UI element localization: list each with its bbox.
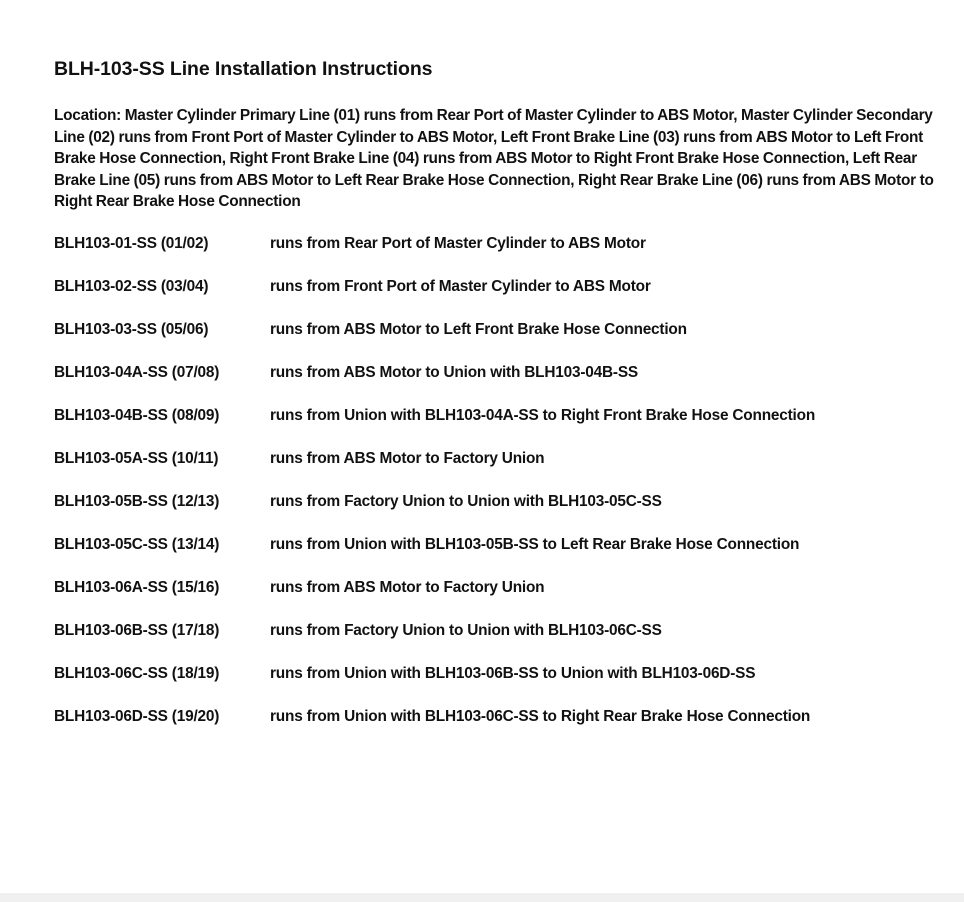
part-number: BLH103-06C-SS (18/19) (54, 665, 220, 682)
part-number: BLH103-05A-SS (10/11) (54, 450, 219, 467)
line-route: runs from Factory Union to Union with BLH103-05C-SS (270, 493, 662, 510)
line-route: runs from ABS Motor to Factory Union (270, 579, 545, 596)
brake-line-row (54, 620, 934, 663)
document-title: BLH-103-SS Line Installation Instructions (54, 58, 433, 80)
line-route: runs from Union with BLH103-05B-SS to Left Rear Brake Hose Connection (270, 536, 800, 553)
line-route: runs from ABS Motor to Left Front Brake Hose Connection (270, 321, 687, 338)
line-route: runs from Union with BLH103-06C-SS to Right Rear Brake Hose Connection (270, 708, 811, 725)
line-route: runs from ABS Motor to Factory Union (270, 450, 545, 467)
part-number: BLH103-03-SS (05/06) (54, 321, 209, 338)
line-route: runs from Rear Port of Master Cylinder to ABS Motor (270, 235, 646, 252)
brake-line-row (54, 448, 934, 491)
line-route: runs from Union with BLH103-06B-SS to Union with BLH103-06D-SS (270, 665, 756, 682)
brake-line-row (54, 577, 934, 620)
brake-line-row (54, 534, 934, 577)
part-number: BLH103-06D-SS (19/20) (54, 708, 220, 725)
part-number: BLH103-05B-SS (12/13) (54, 493, 220, 510)
location-paragraph: Location: Master Cylinder Primary Line (01) runs from Rear Port of Master Cylinder to ABS Motor, Master Cylinder Secondary Line (02) runs from Front Port of Master Cylinder to ABS Motor, Left Front Brake Line (03) runs from ABS Motor to Left Front Brake Hose Connection, Right Front Brake Line (04) runs from ABS Motor to Right Front Brake Hose Connection, Left Rear Brake Line (05) runs from ABS Motor to Left Rear Brake Hose Connection, Right Rear Brake Line (06) runs from ABS Motor to Right Rear Brake Hose Connection (54, 107, 934, 210)
brake-line-row (54, 663, 934, 706)
line-route: runs from Factory Union to Union with BLH103-06C-SS (270, 622, 662, 639)
brake-line-list (54, 233, 934, 749)
brake-line-row (54, 706, 934, 749)
brake-line-row (54, 276, 934, 319)
part-number: BLH103-05C-SS (13/14) (54, 536, 220, 553)
part-number: BLH103-06B-SS (17/18) (54, 622, 220, 639)
line-route: runs from Front Port of Master Cylinder to ABS Motor (270, 278, 651, 295)
part-number: BLH103-04B-SS (08/09) (54, 407, 220, 424)
footer-bar (0, 893, 964, 902)
brake-line-row (54, 319, 934, 362)
part-number: BLH103-02-SS (03/04) (54, 278, 209, 295)
line-route: runs from Union with BLH103-04A-SS to Right Front Brake Hose Connection (270, 407, 816, 424)
brake-line-row (54, 491, 934, 534)
brake-line-row (54, 405, 934, 448)
line-route: runs from ABS Motor to Union with BLH103-04B-SS (270, 364, 638, 381)
brake-line-row (54, 233, 934, 276)
part-number: BLH103-01-SS (01/02) (54, 235, 209, 252)
part-number: BLH103-04A-SS (07/08) (54, 364, 220, 381)
part-number: BLH103-06A-SS (15/16) (54, 579, 220, 596)
brake-line-row (54, 362, 934, 405)
